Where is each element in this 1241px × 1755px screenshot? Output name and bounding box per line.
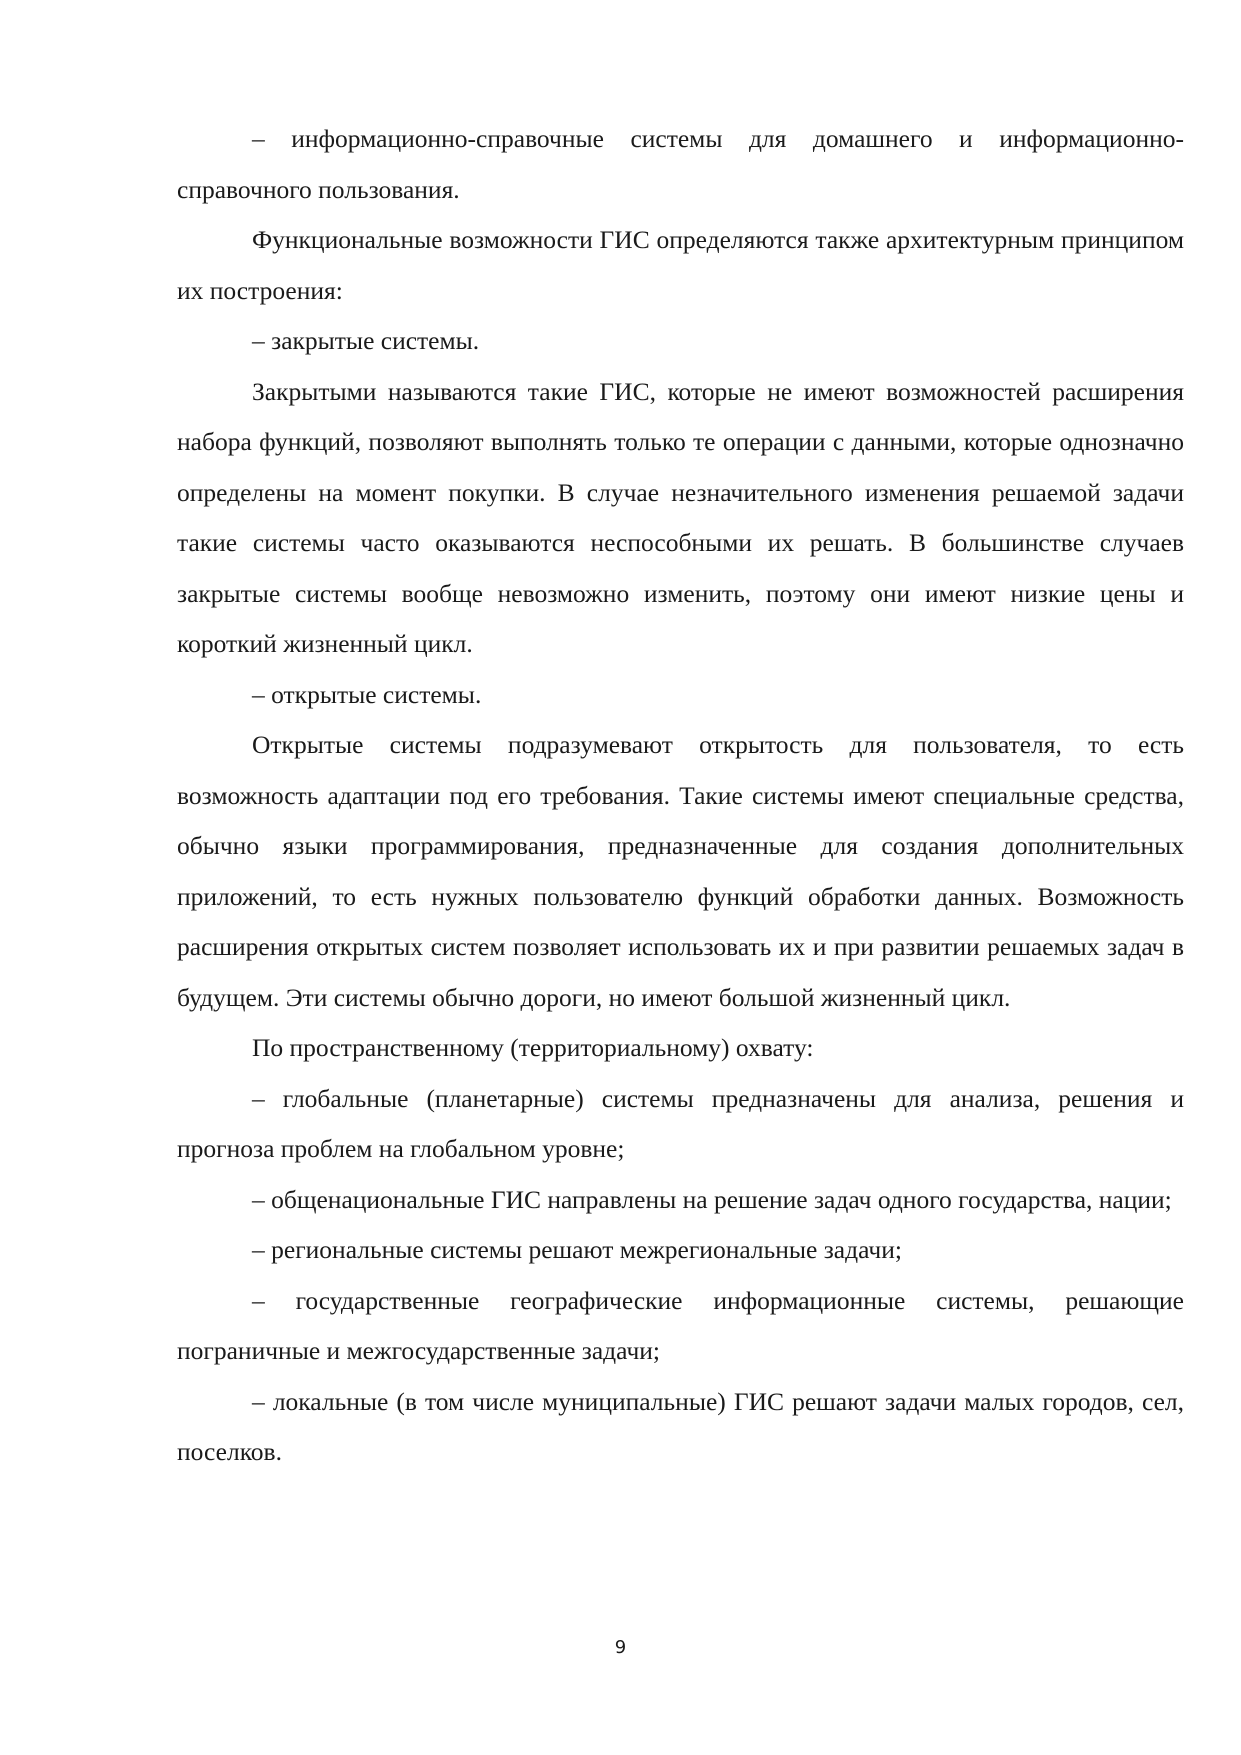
list-item-state-gis: – государственные географические информационные системы, решающие пограничные и межгосударственные задачи; (177, 1285, 1184, 1365)
list-item-local-gis: – локальные (в том числе муниципальные) ГИС решают задачи малых городов, сел, поселков. (177, 1386, 1184, 1466)
list-item-national-gis: – общенациональные ГИС направлены на решение задач одного государства, нации; (252, 1184, 1172, 1214)
paragraph-spatial-coverage: По пространственному (территориальному) охвату: (252, 1033, 814, 1062)
list-item-regional-systems: – региональные системы решают межрегиональные задачи; (252, 1235, 902, 1264)
paragraph-closed-systems-description: Закрытыми называются такие ГИС, которые не имеют возможностей расширения набора функций, позволяют выполнять только те операции с данными, которые однозначно определены на момент покупки. В случае незначительного изменения решаемой задачи такие системы часто оказываются неспособными их решать. В большинстве случаев закрытые системы вообще невозможно изменить, поэтому они имеют низкие цены и короткий жизненный цикл. (177, 376, 1184, 658)
list-item-info-reference-systems: – информационно-справочные системы для домашнего и информационно-справочного пользования. (177, 124, 1184, 204)
paragraph-open-systems-description: Открытые системы подразумевают открытость для пользователя, то есть возможность адаптации под его требования. Такие системы имеют специальные средства, обычно языки программирования, предназначенные для создания дополнительных приложений, то есть нужных пользователю функций обработки данных. Возможность расширения открытых систем позволяет использовать их и при развитии решаемых задач в будущем. Эти системы обычно дороги, но имеют большой жизненный цикл. (177, 730, 1184, 1012)
list-item-closed-systems: – закрытые системы. (252, 326, 480, 355)
list-item-global-systems: – глобальные (планетарные) системы предназначены для анализа, решения и прогноза проблем на глобальном уровне; (177, 1083, 1184, 1163)
list-item-open-systems: – открытые системы. (252, 679, 482, 709)
paragraph-functional-capabilities: Функциональные возможности ГИС определяются также архитектурным принципом их построения: (177, 225, 1184, 305)
page-number: 9 (614, 1637, 627, 1658)
document-body (177, 114, 1184, 1478)
